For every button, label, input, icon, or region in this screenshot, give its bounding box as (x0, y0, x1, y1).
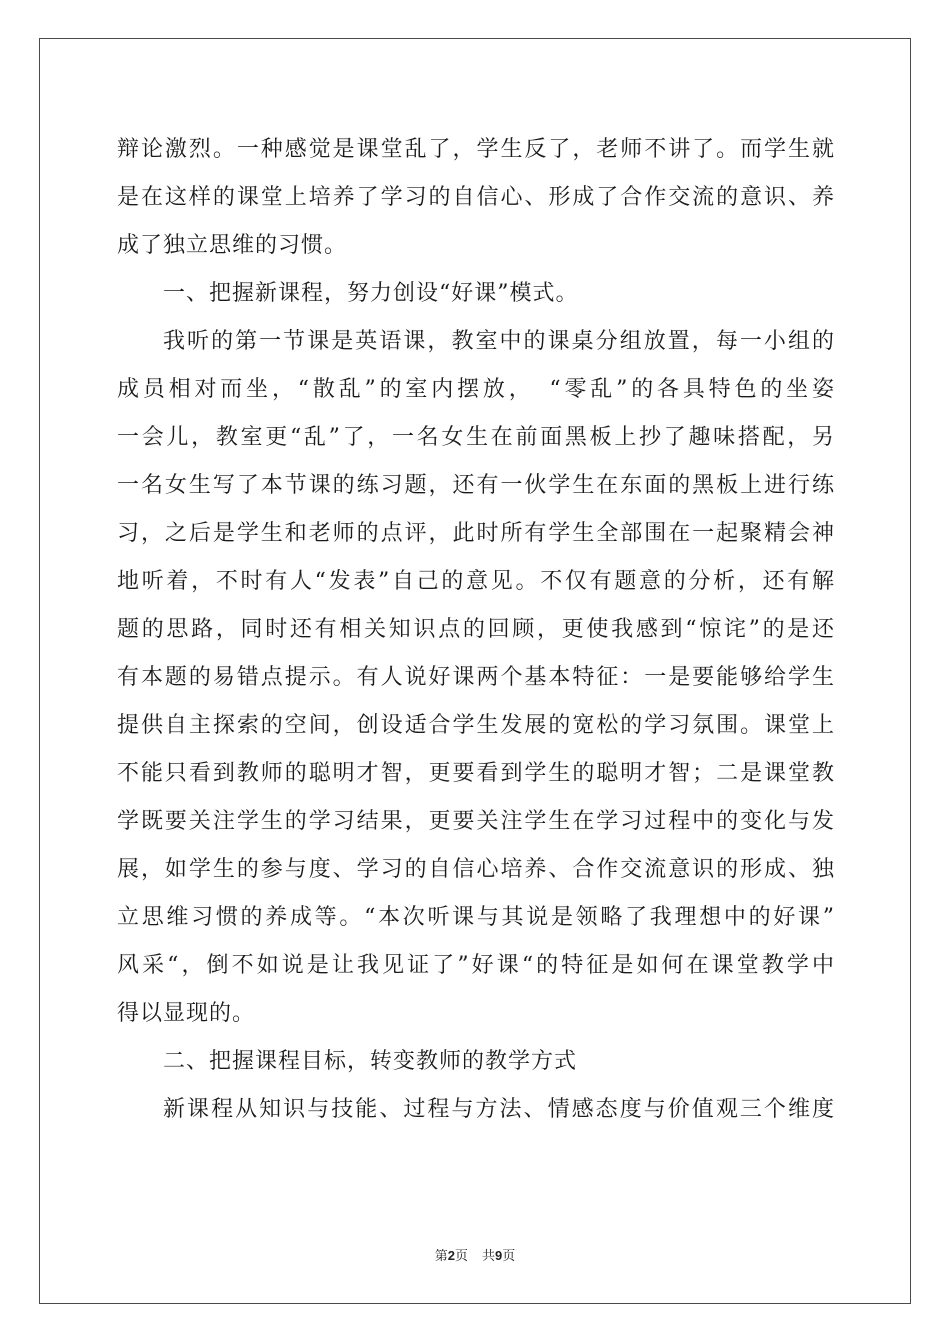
section-heading: 一、把握新课程，努力创设“好课”模式。 (163, 281, 579, 306)
text-line: 得以显现的。 (117, 1001, 256, 1026)
footer-total-suffix: 页 (502, 1249, 516, 1264)
text-line: 地听着，不时有人“发表”自己的意见。不仅有题意的分析，还有解 (117, 569, 835, 594)
text-line: 立思维习惯的养成等。“本次听课与其说是领略了我理想中的好课” (117, 905, 835, 930)
text-line: 提供自主探索的空间，创设适合学生发展的宽松的学习氛围。课堂上 (117, 713, 835, 738)
section-heading: 二、把握课程目标，转变教师的教学方式 (163, 1049, 578, 1074)
text-line: 学既要关注学生的学习结果，更要关注学生在学习过程中的变化与发 (117, 809, 835, 834)
current-page-number: 2 (447, 1248, 455, 1263)
text-line: 有本题的易错点提示。有人说好课两个基本特征：一是要能够给学生 (117, 665, 835, 690)
text-line: 一名女生写了本节课的练习题，还有一伙学生在东面的黑板上进行练 (117, 473, 835, 498)
document-body (117, 126, 835, 1134)
text-line: 成员相对而坐，“散乱”的室内摆放， “零乱”的各具特色的坐姿 (117, 377, 835, 402)
text-line: 不能只看到教师的聪明才智，更要看到学生的聪明才智；二是课堂教 (117, 761, 835, 786)
text-line: 一会儿，教室更“乱”了，一名女生在前面黑板上抄了趣味搭配，另 (117, 425, 835, 450)
text-line: 风采“，倒不如说是让我见证了”好课“的特征是如何在课堂教学中 (117, 953, 835, 978)
page-footer (0, 1245, 950, 1264)
total-pages-number: 9 (495, 1248, 503, 1263)
text-line: 新课程从知识与技能、过程与方法、情感态度与价值观三个维度 (163, 1097, 835, 1122)
footer-page-suffix: 页 (454, 1249, 468, 1264)
text-line: 习，之后是学生和老师的点评，此时所有学生全部围在一起聚精会神 (117, 521, 835, 546)
footer-prefix: 第 (434, 1249, 448, 1264)
footer-total-prefix: 共 (482, 1249, 496, 1264)
text-line: 成了独立思维的习惯。 (117, 233, 348, 258)
text-line: 我听的第一节课是英语课，教室中的课桌分组放置，每一小组的 (163, 329, 835, 354)
text-line: 展，如学生的参与度、学习的自信心培养、合作交流意识的形成、独 (117, 857, 835, 882)
text-line: 是在这样的课堂上培养了学习的自信心、形成了合作交流的意识、养 (117, 185, 835, 210)
text-line: 辩论激烈。一种感觉是课堂乱了，学生反了，老师不讲了。而学生就 (117, 137, 835, 162)
text-line: 题的思路，同时还有相关知识点的回顾，更使我感到“惊诧”的是还 (117, 617, 835, 642)
